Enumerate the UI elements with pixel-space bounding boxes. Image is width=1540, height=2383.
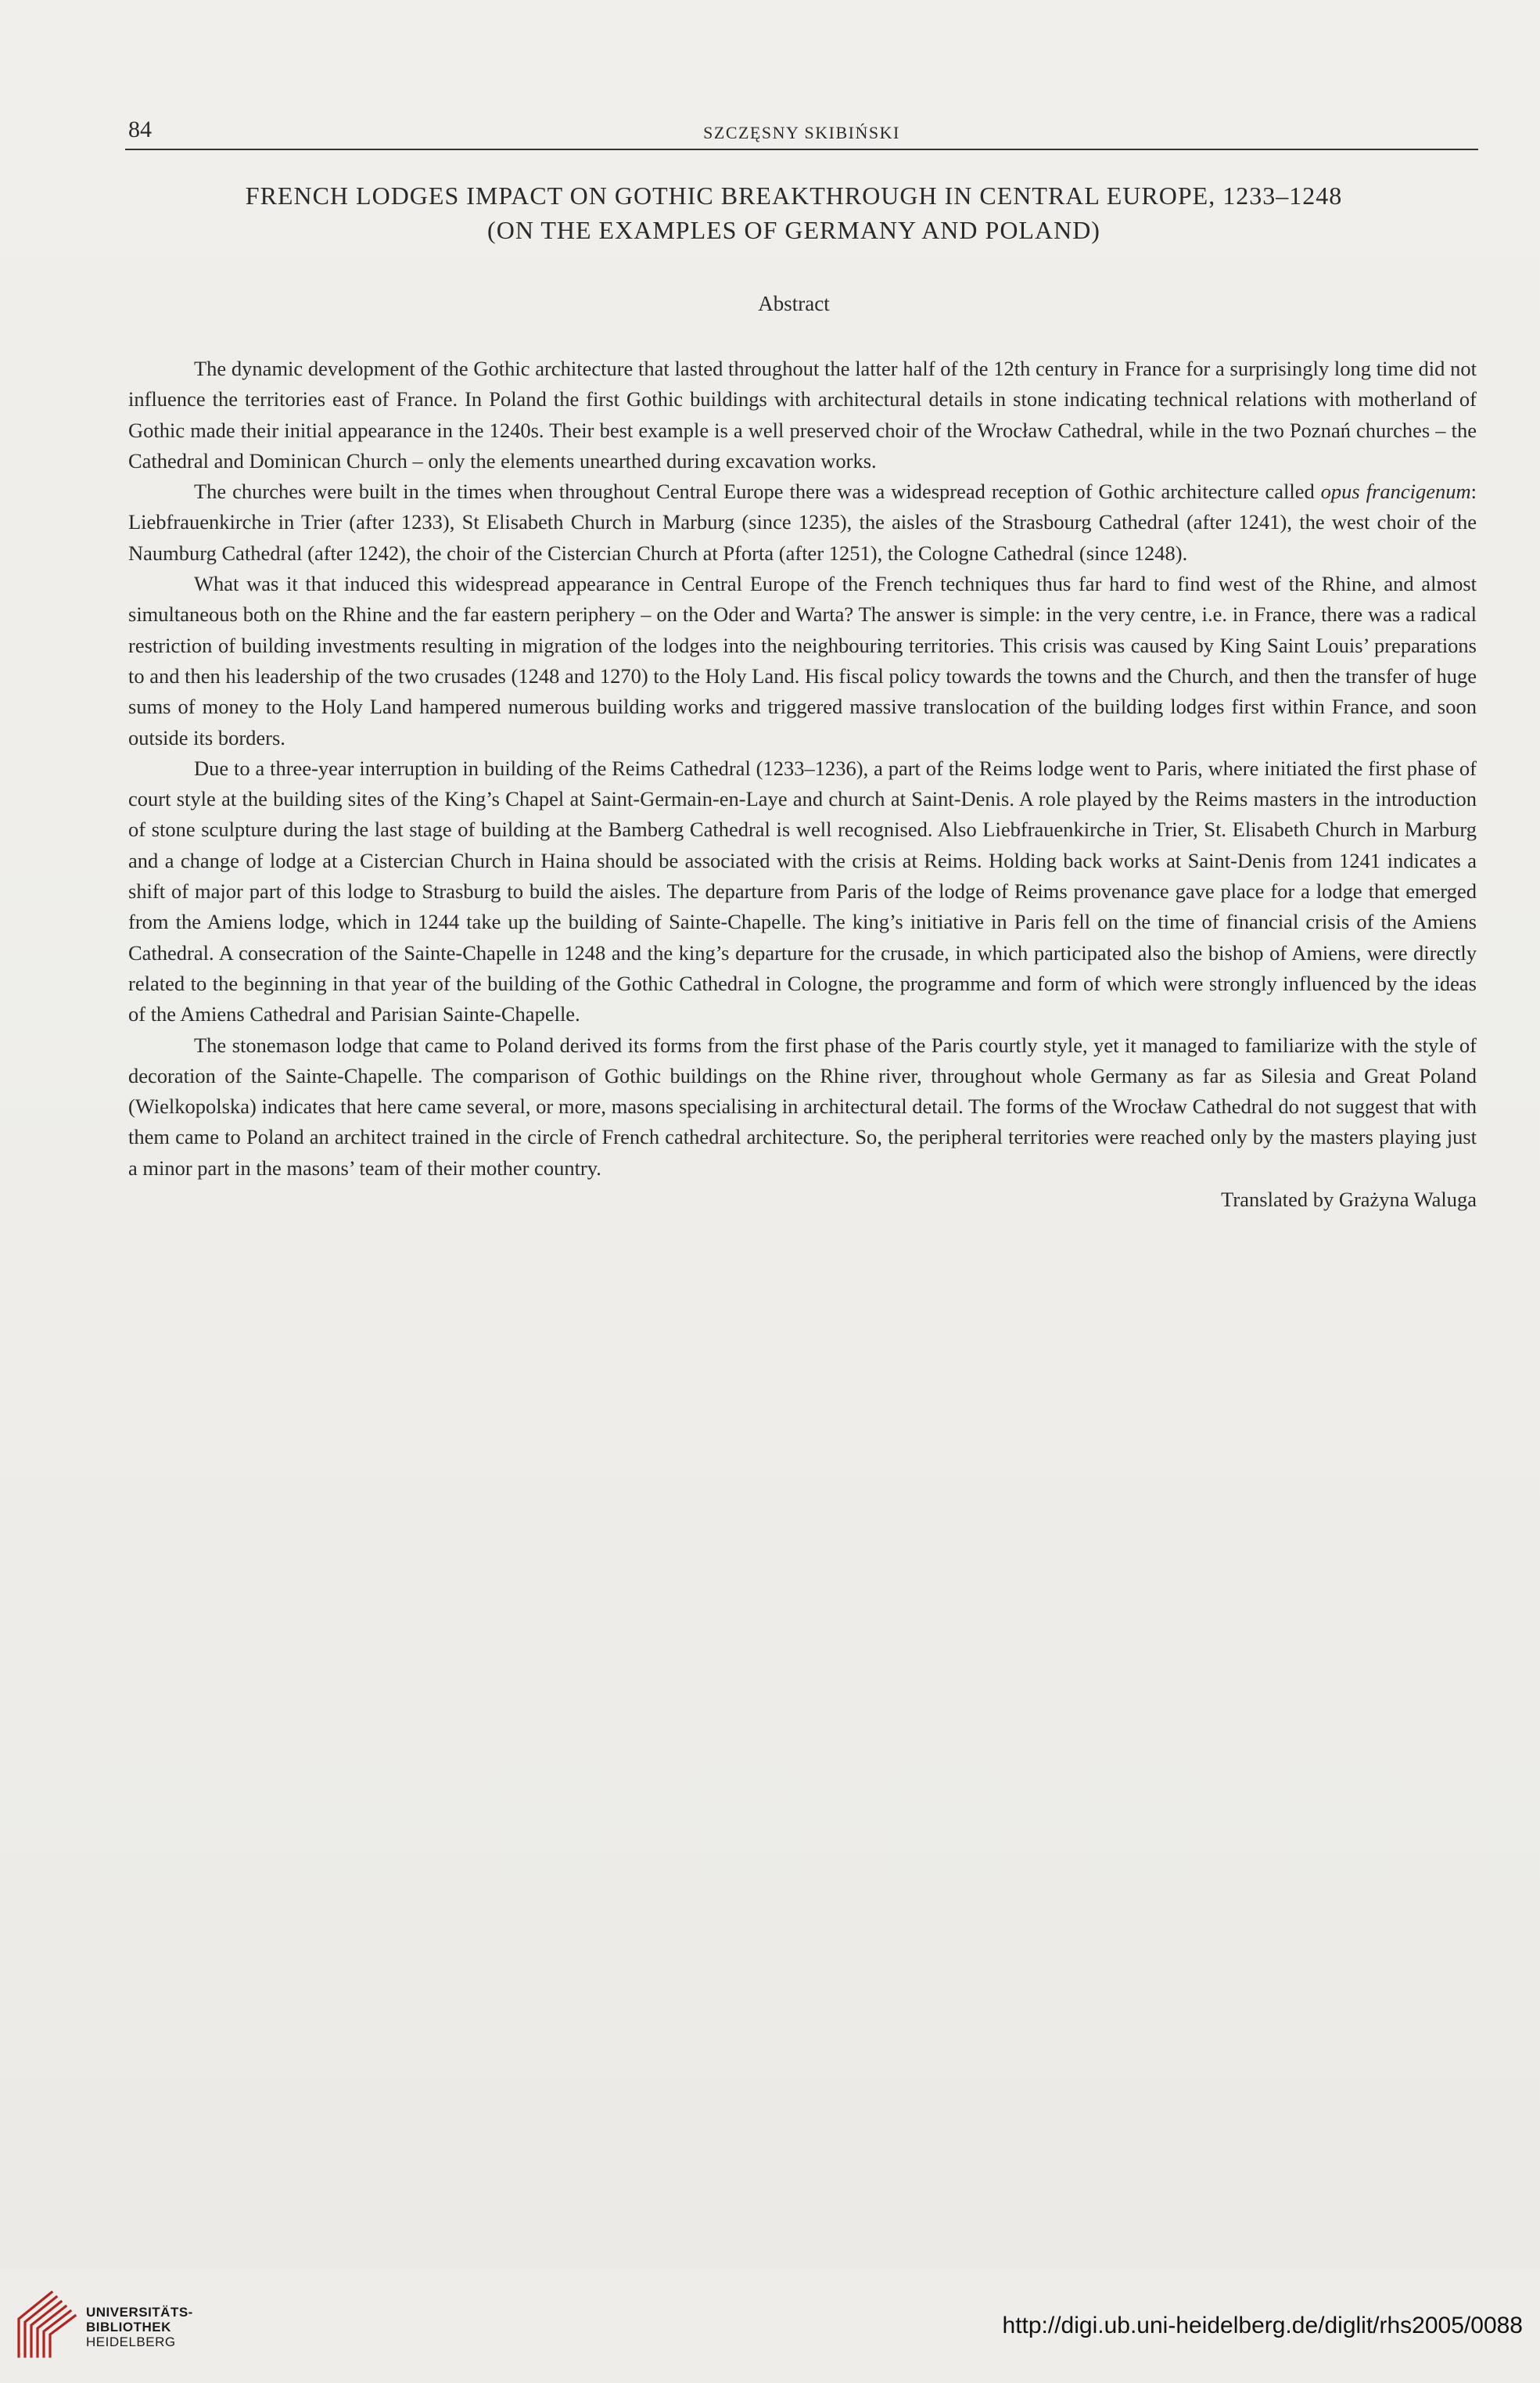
article-title-line-2: (ON THE EXAMPLES OF GERMANY AND POLAND) [487,216,1100,244]
running-head-author: SZCZĘSNY SKIBIŃSKI [703,123,900,142]
paragraph-2-text-start: The churches were built in the times when throughout Central Europe there was a widespread reception of Gothic architecture called [194,480,1321,504]
translator-credit: Translated by Grażyna Waluga [1221,1188,1477,1212]
library-name-line-1: UNIVERSITÄTS- [86,2305,193,2320]
abstract-paragraph-5: The stonemason lodge that came to Poland derived its forms from the first phase of the Paris courtly style, yet it managed to familiarize with the style of decoration of the Sainte-Chapelle. The comparison of Gothic buildings on the Rhine river, throughout whole Germany as far as Silesia and Great Poland (Wielkopolska) indicates that here came several, or more, masons specialising in architectural detail. The forms of the Wrocław Cathedral do not suggest that with them came to Poland an architect trained in the circle of French cathedral architecture. So, the peripheral territories were reached only by the masters playing just a minor part in the masons’ team of their mother country. [128,1033,1477,1180]
article-title-line-1: FRENCH LODGES IMPACT ON GOTHIC BREAKTHROUGH IN CENTRAL EUROPE, 1233–1248 [245,182,1343,210]
source-url-link[interactable]: http://digi.ub.uni-heidelberg.de/diglit/rhs2005/0088 [1002,2313,1523,2338]
library-name-line-2: BIBLIOTHEK [86,2320,171,2334]
university-library-logo-icon [14,2286,81,2361]
paragraph-2-text-end: : Liebfrauenkirche in Trier (after 1233), St Elisabeth Church in Marburg (since 1235), the aisles of the Strasbourg Cathedral (after 1241), the west choir of the Naumburg Cathedral (after 1242), the choir of the Cistercian Church at Pforta (after 1251), the Cologne Cathedral (since 1248). [128,480,1477,565]
abstract-paragraph-4: Due to a three-year interruption in building of the Reims Cathedral (1233–1236), a part of the Reims lodge went to Paris, where initiated the first phase of court style at the building sites of the King’s Chapel at Saint-Germain-en-Laye and church at Saint-Denis. A role played by the Reims masters in the introduction of stone sculpture during the last stage of building at the Bamberg Cathedral is well recognised. Also Liebfrauenkirche in Trier, St. Elisabeth Church in Marburg and a change of lodge at a Cistercian Church in Haina should be associated with the crisis at Reims. Holding back works at Saint-Denis from 1241 indicates a shift of major part of this lodge to Strasburg to build the aisles. The departure from Paris of the lodge of Reims provenance gave place for a lodge that emerged from the Amiens lodge, which in 1244 take up the building of Sainte-Chapelle. The king’s initiative in Paris fell on the time of financial crisis of the Amiens Cathedral. A consecration of the Sainte-Chapelle in 1248 and the king’s departure for the crusade, in which participated also the bishop of Amiens, were directly related to the beginning in that year of the building of the Gothic Cathedral in Cologne, the programme and form of which were strongly influenced by the ideas of the Amiens Cathedral and Parisian Sainte-Chapelle. [128,756,1477,1026]
abstract-body [128,354,1477,1215]
paragraph-2-italic-term: opus francigenum [1320,480,1471,504]
page-number: 84 [128,117,152,142]
running-head [125,114,1478,150]
abstract-paragraph-3: What was it that induced this widespread appearance in Central Europe of the French techniques thus far hard to find west of the Rhine, and almost simultaneous both on the Rhine and the far eastern periphery – on the Oder and Warta? The answer is simple: in the very centre, i.e. in France, there was a radical restriction of building investments resulting in migration of the lodges into the neighbouring territories. This crisis was caused by King Saint Louis’ preparations to and then his leadership of the two crusades (1248 and 1270) to the Holy Land. His fiscal policy towards the towns and the Church, and then the transfer of huge sums of money to the Holy Land hampered numerous building works and triggered massive translocation of the building lodges first within France, and soon outside its borders. [128,572,1477,749]
article-title [117,178,1470,247]
abstract-paragraph-1: The dynamic development of the Gothic architecture that lasted throughout the latter half of the 12th century in France for a surprisingly long time did not influence the territories east of France. In Poland the first Gothic buildings with architectural details in stone indicating technical relations with motherland of Gothic made their initial appearance in the 1240s. Their best example is a well preserved choir of the Wrocław Cathedral, while in the two Poznań churches – the Cathedral and Dominican Church – only the elements unearthed during excavation works. [128,357,1477,473]
digitization-footer [0,2269,1540,2383]
library-name-line-3: HEIDELBERG [86,2334,176,2349]
abstract-paragraph-2 [128,476,1477,569]
library-name [86,2305,193,2349]
abstract-heading: Abstract [758,292,830,315]
